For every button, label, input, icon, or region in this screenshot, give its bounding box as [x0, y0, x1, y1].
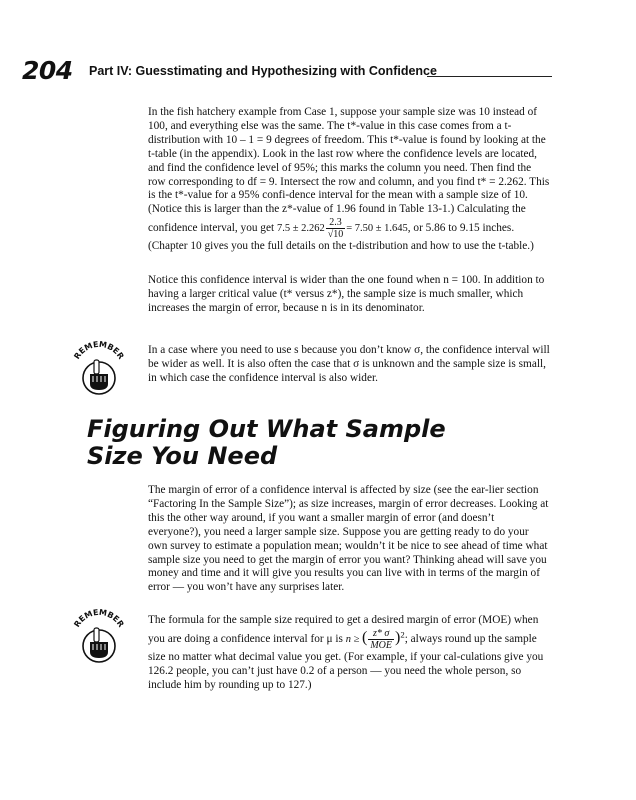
heading-line-1: Figuring Out What Sample	[87, 415, 446, 443]
remember2-text-d: the sample size no matter what decimal value you get. (For example, if your cal-culations give you 126.2 people, you can’t just have 0.2 of a person — you need the whole person, so include him by rounding up to 127.)	[148, 632, 544, 691]
remember-note-sample-size	[148, 614, 550, 693]
section-heading	[87, 416, 507, 470]
part-title: Part IV: Guesstimating and Hypothesizing with Confidence	[89, 64, 437, 78]
paragraph-fish-hatchery	[148, 106, 550, 254]
para3-text: The margin of error of a confidence interval is affected by size (see the ear-lier section “Factoring In the Sample Size”); as size increases, margin of error decreases. Looking at this the other way around, if you want a smaller margin of error (and doesn’t everyone?), you need a larger sample size. Suppose you are getting ready to do your own survey to estimate a population mean; wouldn’t it be nice to see ahead of time what sample size you need to get the margin of error you want? Thinking ahead will save you money and time and it will give you results you can live with in terms of the margin of error — you won’t have any surprises later.	[148, 484, 549, 594]
remember2-text-c: ; always round up	[404, 632, 486, 645]
remember-note-sigma	[148, 344, 550, 386]
formula-lhs: n ≥	[345, 633, 360, 645]
para1-text-a: In the fish hatchery example from Case 1, suppose your sample size was 10 instead of 100, and everything else was the same. The t*-value in this case comes from a t-distribution with 10 – 1 = 9 degrees of freedom. This t*-value is found by looking at the t-table (in the appendix). Look in the last row where the confidence levels are located, and find the confidence level of 95%; this marks the column you need. Then find the row corresponding to df = 9. Intersect the row and column, and you find t* = 2.262. This is the t*-value for a 95% confi-dence interval for the mean with a sample size of 10. (Notice this is larger than the z*-value of 1.96 found in Table 13-1.) Calculating the confidence	[148, 106, 550, 235]
remember-icon	[70, 340, 128, 400]
sample-size-fraction	[368, 628, 394, 651]
remember2-text-b: when you are doing a confidence interval for μ is	[148, 614, 539, 645]
paragraph-margin-of-error	[148, 484, 550, 595]
ci-frac-den: √10	[327, 229, 344, 241]
formula-exponent: 2	[400, 629, 405, 640]
page-number: 204	[22, 56, 73, 85]
ci-formula	[276, 217, 408, 241]
remember-icon	[70, 608, 128, 668]
header-rule	[427, 76, 552, 77]
formula-frac-num: z* σ	[368, 628, 394, 640]
para1-text-b: interval, you get	[200, 222, 275, 235]
ci-fraction	[326, 217, 346, 240]
remember-icon-label: REMEMBER	[72, 340, 126, 361]
svg-text:REMEMBER	[72, 608, 125, 629]
remember2-line1: The formula for the sample size required to get a desired margin of error (MOE)	[148, 614, 512, 626]
remember1-text: In a case where you need to use s because you don’t know σ, the confidence interval will be wider as well. It is also often the case that σ is unknown and the sample size is small, in which case the confidence interval is also wider.	[148, 344, 550, 384]
paragraph-wider-interval	[148, 274, 550, 316]
ci-formula-right: = 7.50 ± 1.645	[346, 223, 408, 235]
formula-frac-den: MOE	[370, 639, 392, 651]
para2-text: Notice this confidence interval is wider than the one found when n = 100. In addition to having a larger critical value (t* versus z*), the sample size is much smaller, which increases the margin of error, because n is in its denominator.	[148, 274, 545, 314]
running-header	[22, 56, 552, 86]
svg-text:REMEMBER	[72, 340, 125, 361]
heading-line-2: Size You Need	[87, 442, 278, 470]
remember-icon-label: REMEMBER	[72, 608, 126, 629]
ci-frac-num: 2.3	[326, 217, 346, 229]
ci-formula-left: 7.5 ± 2.262	[276, 223, 325, 235]
sample-size-formula: n ≥ ( $\frac{z* \sigma}{\text{MOE}}$ )$^2$	[345, 627, 405, 651]
para1-text-c: , or 5.86 to 9.15 inches. (Chapter 10 gives you the full details on the t-distribution and how to use the t-table.)	[148, 222, 534, 253]
